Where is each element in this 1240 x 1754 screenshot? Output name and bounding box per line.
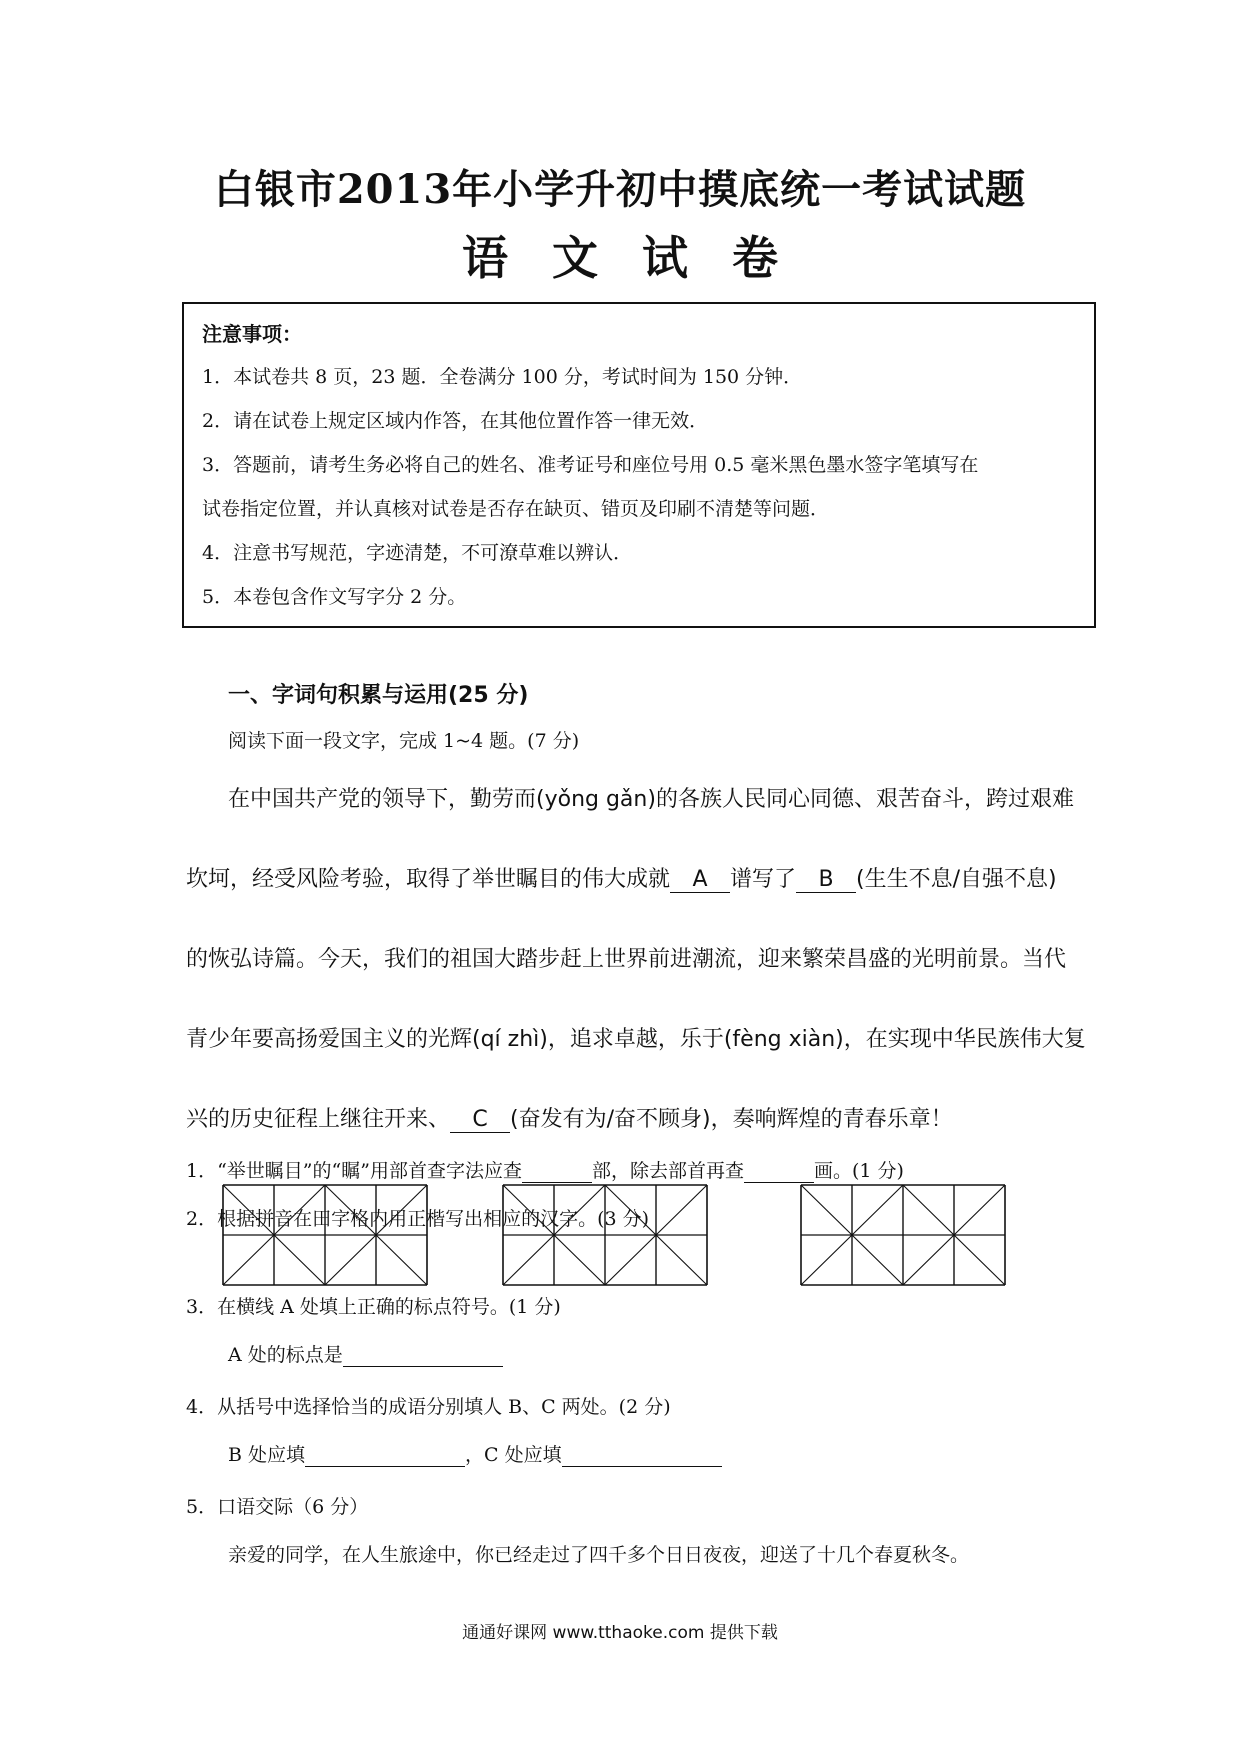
question-4-answer <box>228 1440 722 1467</box>
notice-heading: 注意事项： <box>202 322 302 346</box>
question-text: 画。(1 分) <box>813 1160 904 1182</box>
question-4: 4．从括号中选择恰当的成语分别填人 B、C 两处。(2 分) <box>186 1396 671 1418</box>
question-text: 1．“举世瞩目”的“瞩”用部首查字法应查 <box>186 1160 522 1182</box>
tianzige-grid[interactable] <box>222 1184 428 1286</box>
notice-item-5: 5．本卷包含作文写字分 2 分。 <box>202 586 467 608</box>
section-heading: 一、字词句积累与运用(25 分) <box>228 683 529 708</box>
section-intro: 阅读下面一段文字，完成 1~4 题。(7 分) <box>228 730 580 752</box>
footer-credit: 通通好课网 www.tthaoke.com 提供下载 <box>462 1623 778 1643</box>
question-5-text: 亲爱的同学，在人生旅途中，你已经走过了四千多个日日夜夜，迎送了十几个春夏秋冬。 <box>228 1544 970 1566</box>
notice-item-1: 1．本试卷共 8 页，23 题．全卷满分 100 分，考试时间为 150 分钟． <box>202 366 803 388</box>
answer-blank-radical[interactable] <box>522 1160 592 1183</box>
passage-text: (奋发有为/奋不顾身)，奏响辉煌的青春乐章！ <box>510 1107 953 1132</box>
passage-text: (生生不息/自强不息) <box>856 867 1057 892</box>
answer-label: B 处应填 <box>228 1444 306 1466</box>
question-5: 5．口语交际（6 分） <box>186 1496 369 1518</box>
question-3: 3．在横线 A 处填上正确的标点符号。(1 分) <box>186 1296 561 1318</box>
answer-label: A 处的标点是 <box>228 1344 343 1366</box>
blank-b-mark: B <box>796 867 856 893</box>
blank-a-mark: A <box>670 867 730 893</box>
paper-subtitle: 语文试卷 <box>462 231 822 285</box>
answer-blank-c[interactable] <box>562 1444 722 1467</box>
passage-line-3: 的恢弘诗篇。今天，我们的祖国大踏步赶上世界前进潮流，迎来繁荣昌盛的光明前景。当代 <box>186 947 1067 972</box>
answer-blank-strokes[interactable] <box>744 1160 814 1183</box>
question-1 <box>186 1156 904 1183</box>
answer-blank-b[interactable] <box>305 1444 465 1467</box>
tianzige-grid[interactable] <box>800 1184 1006 1286</box>
tianzige-grid[interactable] <box>502 1184 708 1286</box>
question-3-answer <box>228 1340 503 1367</box>
passage-line-5 <box>186 1102 953 1133</box>
passage-text: 兴的历史征程上继往开来、 <box>186 1107 451 1132</box>
notice-item-3-cont: 试卷指定位置，并认真核对试卷是否存在缺页、错页及印刷不清楚等问题． <box>202 498 830 520</box>
passage-text: 坎坷，经受风险考验，取得了举世瞩目的伟大成就 <box>186 867 671 892</box>
notice-box <box>182 302 1096 628</box>
question-text: 部，除去部首再查 <box>591 1160 744 1182</box>
passage-line-4: 青少年要高扬爱国主义的光辉(qí zhì)，追求卓越，乐于(fèng xiàn)，在实现中华民族伟大复 <box>186 1027 1086 1052</box>
passage-line-1: 在中国共产党的领导下，勤劳而(yǒng gǎn)的各族人民同心同德、艰苦奋斗，跨过艰难 <box>228 787 1074 812</box>
exam-title: 白银市2013年小学升初中摸底统一考试试题 <box>213 166 1027 213</box>
answer-label: ，C 处应填 <box>465 1444 562 1466</box>
passage-text: 谱写了 <box>730 867 797 892</box>
passage-line-2 <box>186 862 1057 893</box>
notice-item-2: 2．请在试卷上规定区域内作答，在其他位置作答一律无效． <box>202 410 709 432</box>
notice-item-3: 3．答题前，请考生务必将自己的姓名、准考证号和座位号用 0.5 毫米黑色墨水签字笔填写在 <box>202 454 979 476</box>
blank-c-mark: C <box>450 1107 510 1133</box>
question-2: 2．根据拼音在田字格内用正楷写出相应的汉字。(3 分) <box>186 1208 650 1230</box>
answer-blank-a[interactable] <box>343 1344 503 1367</box>
notice-item-4: 4．注意书写规范，字迹清楚，不可潦草难以辨认． <box>202 542 633 564</box>
